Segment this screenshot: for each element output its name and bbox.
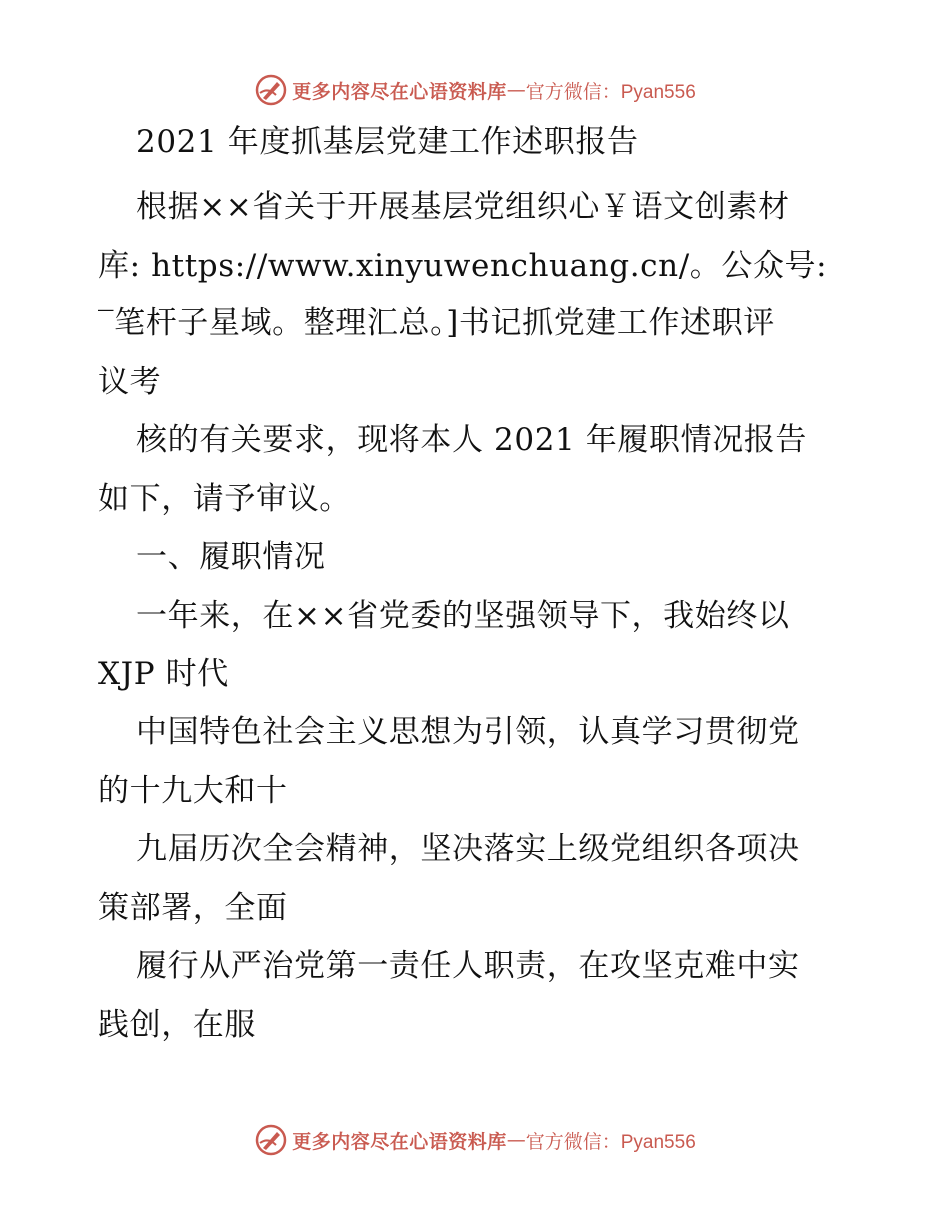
paragraph-line: ‾笔杆子星域。整理汇总。]书记抓党建工作述职评 bbox=[98, 305, 775, 341]
paragraph-line: 中国特色社会主义思想为引领，认真学习贯彻党 bbox=[136, 714, 800, 750]
paragraph-line: 核的有关要求，现将本人 2021 年履职情况报告 bbox=[136, 422, 807, 458]
footer-watermark bbox=[0, 1120, 950, 1160]
watermark-contact: 官方微信：Pyan556 bbox=[525, 1131, 696, 1153]
watermark-separator: — bbox=[506, 1129, 526, 1151]
header-watermark bbox=[0, 70, 950, 110]
paragraph-line: 议考 bbox=[98, 364, 162, 400]
paragraph-line: 如下，请予审议。 bbox=[98, 481, 351, 517]
paragraph-line: 库: https://www.xinyuwenchuang.cn/。公众号: bbox=[98, 248, 828, 284]
paragraph-line: 的十九大和十 bbox=[98, 773, 288, 809]
paragraph-line: XJP 时代 bbox=[98, 656, 229, 692]
section-heading: 一、履职情况 bbox=[136, 539, 326, 575]
paragraph-line: 九届历次全会精神，坚决落实上级党组织各项决 bbox=[136, 831, 800, 867]
pen-logo-icon bbox=[254, 1123, 288, 1157]
watermark-text: 更多内容尽在心语资料库 bbox=[292, 1130, 507, 1153]
paragraph-line: 践创，在服 bbox=[98, 1007, 256, 1043]
watermark-text: 更多内容尽在心语资料库 bbox=[292, 80, 507, 103]
pen-logo-icon bbox=[254, 73, 288, 107]
paragraph-line: 一年来，在××省党委的坚强领导下，我始终以 bbox=[136, 598, 790, 634]
paragraph-line: 根据××省关于开展基层党组织心￥语文创素材 bbox=[136, 189, 790, 225]
watermark-contact: 官方微信：Pyan556 bbox=[525, 81, 696, 103]
paragraph-line: 策部署，全面 bbox=[98, 890, 288, 926]
document-title: 2021 年度抓基层党建工作述职报告 bbox=[136, 124, 639, 160]
watermark-separator: — bbox=[506, 79, 526, 101]
paragraph-line: 履行从严治党第一责任人职责，在攻坚克难中实 bbox=[136, 948, 800, 984]
